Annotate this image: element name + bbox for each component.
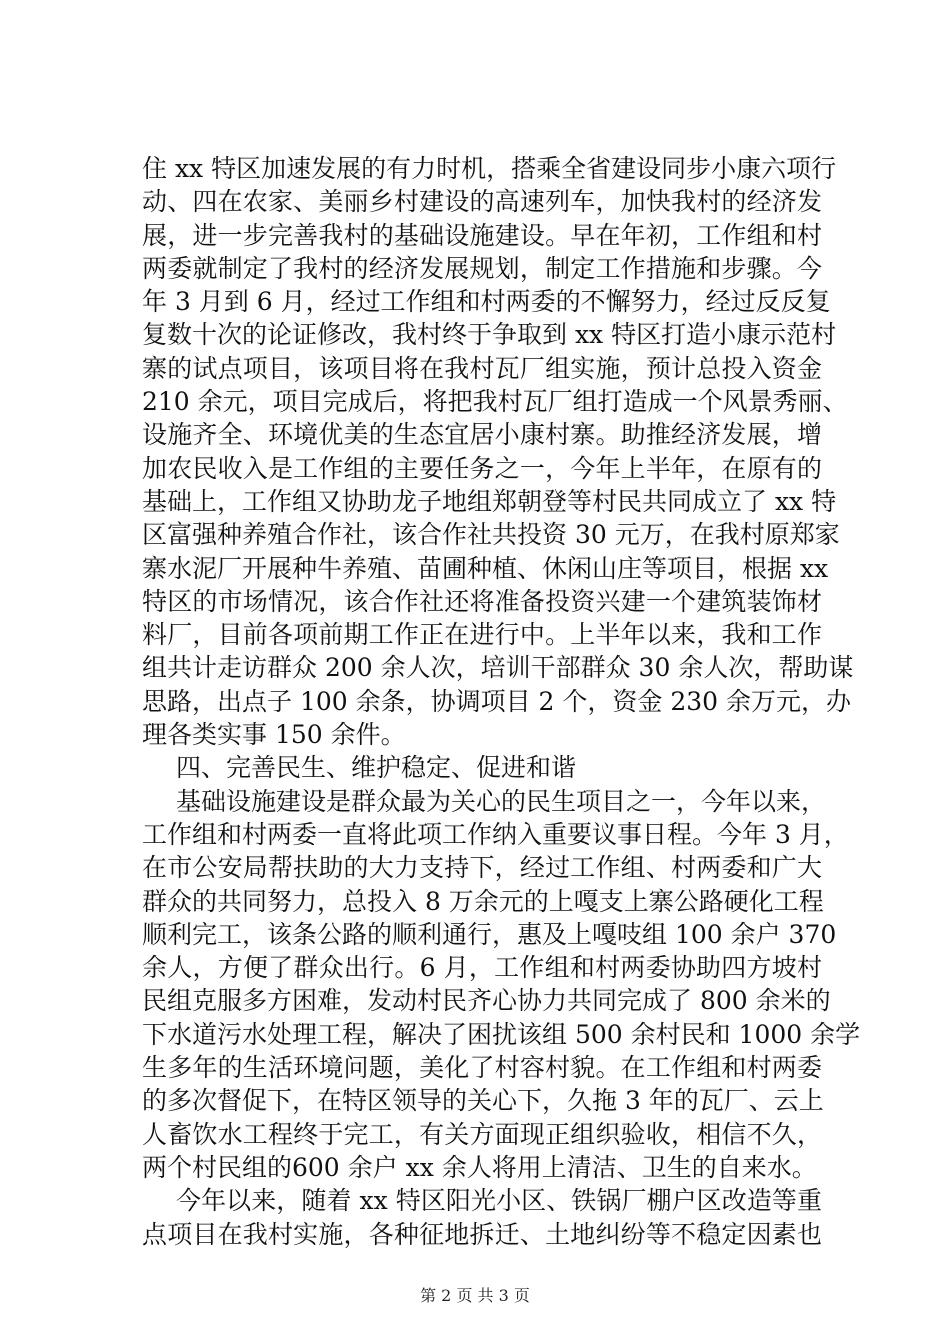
text-line: 展，进一步完善我村的基础设施建设。早在年初，工作组和村	[142, 220, 822, 250]
text-line: 余人，方便了群众出行。6 月，工作组和村两委协助四方坡村	[142, 953, 822, 983]
text-line: 人畜饮水工程终于完工，有关方面现正组织验收，相信不久，	[142, 1119, 822, 1149]
text-line: 料厂，目前各项前期工作正在进行中。上半年以来，我和工作	[142, 620, 822, 650]
text-line: 复数十次的论证修改，我村终于争取到 xx 特区打造小康示范村	[142, 320, 837, 350]
text-line: 特区的市场情况，该合作社还将准备投资兴建一个建筑装饰材	[142, 586, 822, 616]
text-line: 群众的共同努力，总投入 8 万余元的上嘎支上寨公路硬化工程	[142, 886, 824, 916]
text-line: 的多次督促下，在特区领导的关心下，久拖 3 年的瓦厂、云上	[142, 1086, 824, 1116]
text-line: 顺利完工，该条公路的顺利通行，惠及上嘎吱组 100 余户 370	[142, 919, 837, 949]
text-line: 组共计走访群众 200 余人次，培训干部群众 30 余人次，帮助谋	[142, 653, 854, 683]
text-line: 区富强种养殖合作社，该合作社共投资 30 元万，在我村原郑家	[142, 520, 840, 550]
text-line: 工作组和村两委一直将此项工作纳入重要议事日程。今年 3 月，	[142, 819, 849, 849]
page-footer: 第 2 页 共 3 页	[420, 1286, 530, 1305]
text-line: 住 xx 特区加速发展的有力时机，搭乘全省建设同步小康六项行	[142, 154, 837, 183]
text-line: 下水道污水处理工程，解决了困扰该组 500 余村民和 1000 余学	[142, 1019, 861, 1049]
text-line: 210 余元，项目完成后，将把我村瓦厂组打造成一个风景秀丽、	[142, 387, 848, 417]
text-line: 寨水泥厂开展种牛养殖、苗圃种植、休闲山庄等项目，根据 xx	[142, 553, 829, 583]
text-line: 基础设施建设是群众最为关心的民生项目之一，今年以来，	[176, 786, 827, 816]
text-line: 思路，出点子 100 余条，协调项目 2 个，资金 230 余万元，办	[142, 686, 852, 716]
text-line: 两个村民组的600 余户 xx 余人将用上清洁、卫生的自来水。	[142, 1152, 817, 1182]
text-line: 今年以来，随着 xx 特区阳光小区、铁锅厂棚户区改造等重	[176, 1186, 822, 1216]
text-line: 在市公安局帮扶助的大力支持下，经过工作组、村两委和广大	[142, 853, 822, 883]
text-line: 四、完善民生、维护稳定、促进和谐	[176, 753, 577, 783]
document-body	[142, 152, 861, 1251]
text-line: 动、四在农家、美丽乡村建设的高速列车，加快我村的经济发	[142, 187, 822, 217]
text-line: 设施齐全、环境优美的生态宜居小康村寨。助推经济发展，增	[142, 420, 822, 450]
text-line: 生多年的生活环境问题，美化了村容村貌。在工作组和村两委	[142, 1053, 822, 1083]
text-line: 理各类实事 150 余件。	[142, 720, 406, 750]
text-line: 基础上，工作组又协助龙子地组郑朝登等村民共同成立了 xx 特	[142, 486, 837, 516]
text-line: 寨的试点项目，该项目将在我村瓦厂组实施，预计总投入资金	[142, 353, 822, 383]
text-line: 点项目在我村实施，各种征地拆迁、土地纠纷等不稳定因素也	[142, 1219, 822, 1249]
text-line: 民组克服多方困难，发动村民齐心协力共同完成了 800 余米的	[142, 986, 831, 1016]
text-line: 两委就制定了我村的经济发展规划，制定工作措施和步骤。今	[142, 253, 822, 283]
text-line: 加农民收入是工作组的主要任务之一，今年上半年，在原有的	[142, 453, 822, 483]
text-line: 年 3 月到 6 月，经过工作组和村两委的不懈努力，经过反反复	[142, 287, 831, 317]
